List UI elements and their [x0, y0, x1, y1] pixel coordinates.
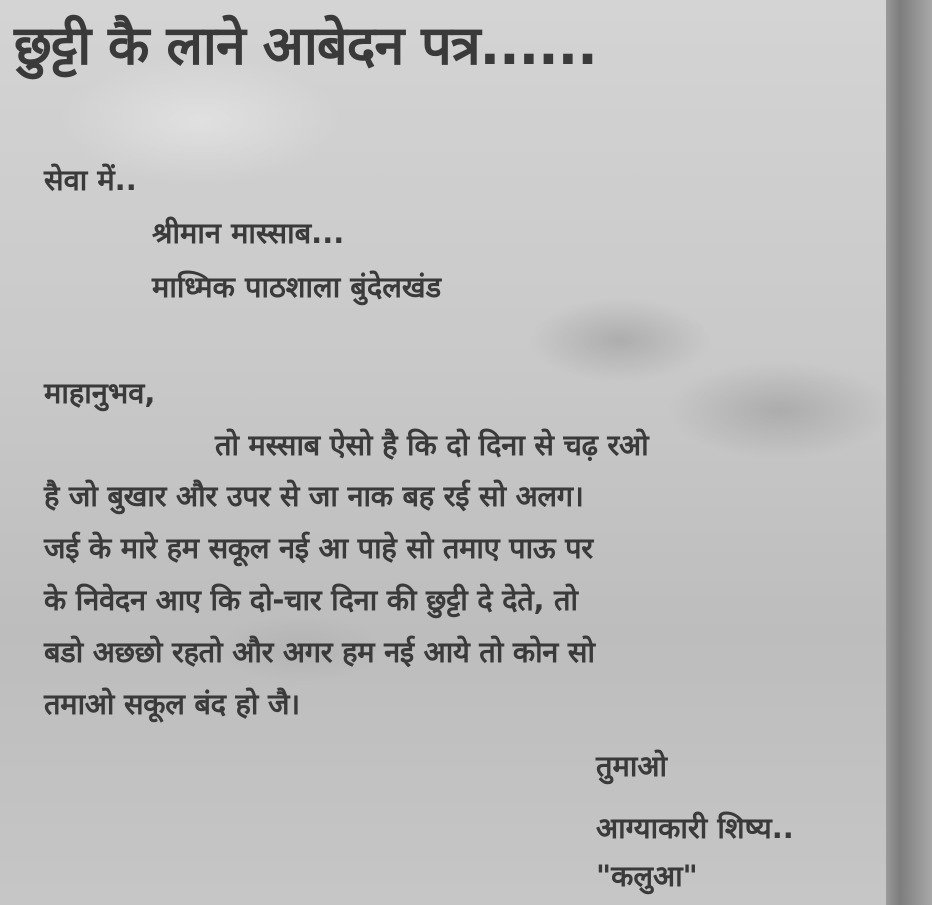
body-line: तो मस्साब ऐसो है कि दो दिना से चढ़ रओ [215, 428, 649, 462]
signoff-yours: तुमाओ [596, 749, 668, 783]
recipient-prefix: सेवा में.. [44, 163, 137, 197]
page-edge [886, 0, 932, 905]
greeting: माहानुभव, [44, 376, 156, 410]
recipient-name: श्रीमान मास्साब... [152, 216, 345, 250]
body-line: तमाओ सकूल बंद हो जै। [44, 687, 300, 721]
body-line: के निवेदन आए कि दो-चार दिना की छुट्टी दे देते, तो [44, 583, 578, 617]
body-line: है जो बुखार और उपर से जा नाक बह रई सो अलग। [44, 479, 584, 513]
signoff-signature: "कलुआ" [596, 859, 698, 893]
letter-title: छुट्टी कै लाने आबेदन पत्र...... [14, 14, 597, 77]
recipient-school: माध्मिक पाठशाला बुंदेलखंड [152, 270, 442, 304]
body-line: बडो अछछो रहतो और अगर हम नई आये तो कोन सो [44, 635, 595, 669]
body-line: जई के मारे हम सकूल नई आ पाहे सो तमाए पाऊ पर [44, 531, 593, 565]
signoff-obedient-student: आग्याकारी शिष्य.. [596, 811, 794, 845]
